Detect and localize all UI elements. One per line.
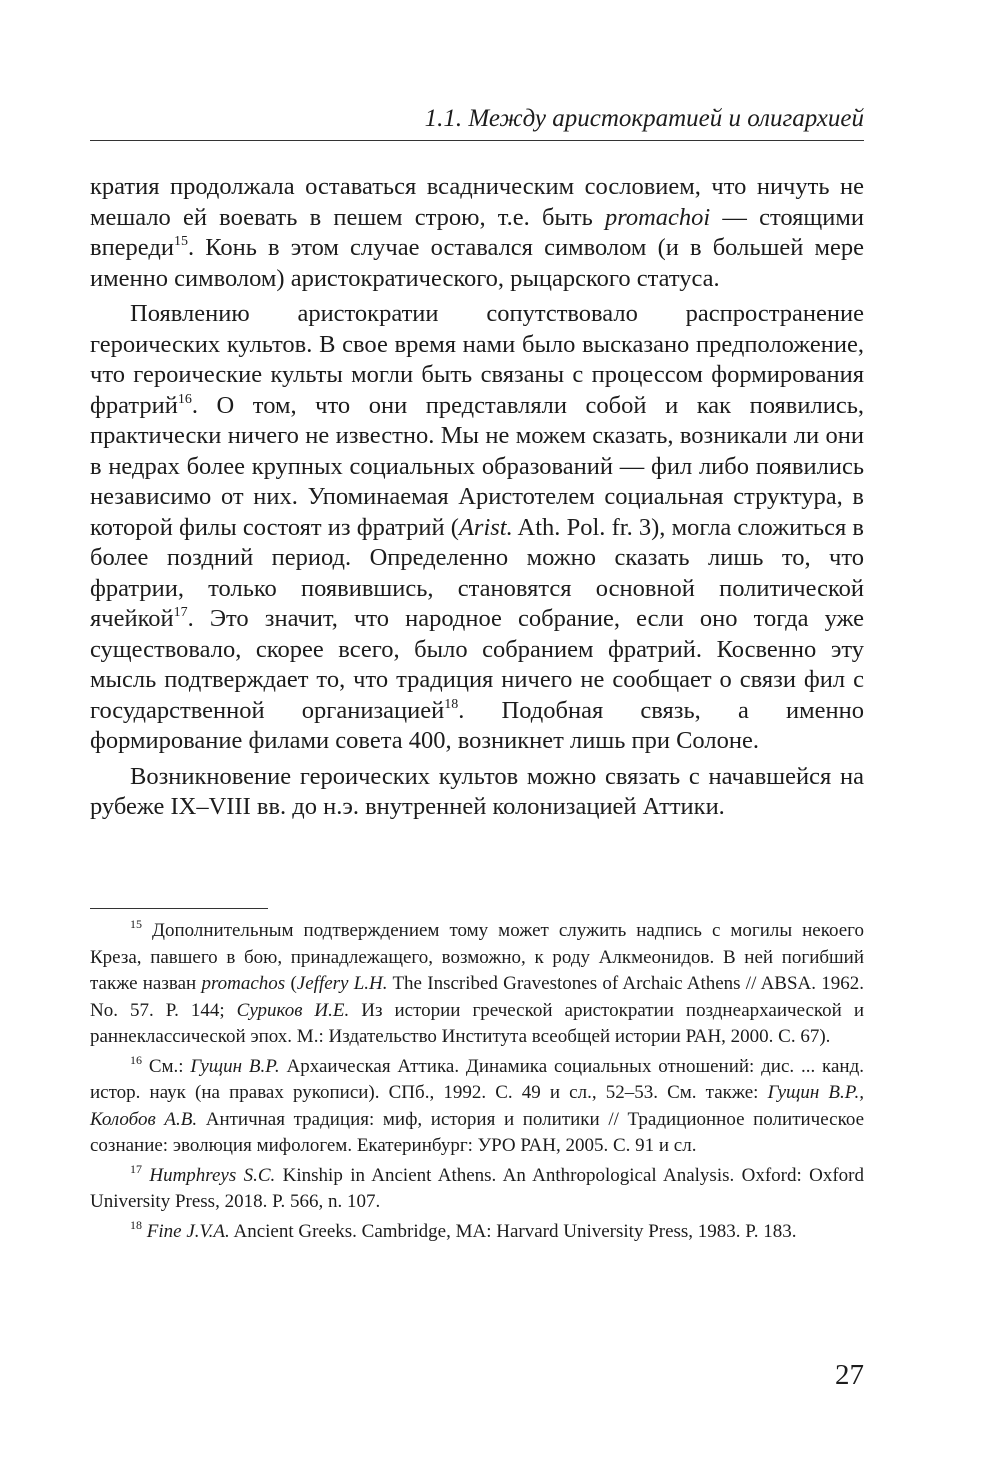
footnote-ref-18[interactable]: 18: [444, 696, 459, 712]
footnotes: [90, 918, 864, 1248]
header-rule: [90, 140, 864, 141]
paragraph-2: Появлению аристократии сопутствовало распространение героических культов. В свое время нами было высказано предположение, что героические культы могли быть связаны с процессом формирования фратрий$^{16}$. О том, что они представляли собой и как появились, практически ничего не известно. Мы не можем сказать, возникали ли они в недрах более крупных социальных образований — фил либо появились независимо от них. Упоминаемая Аристотелем социальная структура, в которой филы состоят из фратрий (Arist. Ath. Pol. fr. 3), могла сложиться в более поздний период. Определенно можно сказать лишь то, что фратрии, только появившись, становятся основной политической ячейкой$^{17}$. Это значит, что народное собрание, если оно тогда уже существовало, скорее всего, было собранием фратрий. Косвенно эту мысль подтверждает то, что традиция ничего не сообщает о связи фил с государственной организацией$^{18}$. Подобная связь, а именно формирование филами совета 400, возникнет лишь при Солоне.: [90, 300, 864, 754]
footnote-17: $^{17}$ Humphreys S.C. Kinship in Ancient Athens. An Anthropological Analysis. Oxford: Oxford University Press, 2018. P. 566, n. 107.: [90, 1161, 864, 1212]
footnote-16: $^{16}$ См.: Гущин В.Р. Архаическая Аттика. Динамика социальных отношений: дис. ... канд. истор. наук (на правах рукописи). СПб., 1992. С. 49 и сл., 52–53. См. также: Гущин В.Р., Колобов А.В. Античная традиция: миф, история и политики // Традиционное политическое сознание: эволюция мифологем. Екатеринбург: УРО РАН, 2005. С. 91 и сл.: [90, 1052, 865, 1156]
footnote-ref-15[interactable]: 15: [173, 234, 188, 249]
running-head: 1.1. Между аристократией и олигархией: [424, 105, 864, 132]
footnote-separator: [90, 908, 268, 909]
footnote-ref-17[interactable]: 17: [173, 605, 188, 620]
footnote-ref-16[interactable]: 16: [177, 391, 192, 407]
footnote-18: $^{18}$ Fine J.V.A. Ancient Greeks. Cambridge, MA: Harvard University Press, 1983. P. 183.: [130, 1217, 797, 1242]
paragraph-1: кратия продолжала оставаться всадническим сословием, что ничуть не мешало ей воевать в пешем строю, т.е. быть promachoi — стоящими впереди$^{15}$. Конь в этом случае оставался символом (и в большей мере именно символом) аристократического, рыцарского статуса.: [90, 173, 864, 292]
page-number: 27: [835, 1359, 864, 1391]
main-text: [90, 172, 864, 823]
paragraph-3: Возникновение героических культов можно связать с начавшейся на рубеже IX–VIII вв. до н.э. внутренней колонизацией Аттики.: [90, 762, 864, 820]
footnote-15: $^{15}$ Дополнительным подтверждением тому может служить надпись с могилы некоего Креза, павшего в бою, принадлежащего, возможно, к роду Алкмеонидов. В ней погибший также назван promachos (Jeffery L.H. The Inscribed Gravestones of Archaic Athens // ABSA. 1962. No. 57. P. 144; Суриков И.Е. Из истории греческой аристократии позднеархаической и раннеклассической эпох. М.: Издательство Института всеобщей истории РАН, 2000. С. 67).: [90, 917, 865, 1047]
book-page: [90, 0, 864, 1461]
